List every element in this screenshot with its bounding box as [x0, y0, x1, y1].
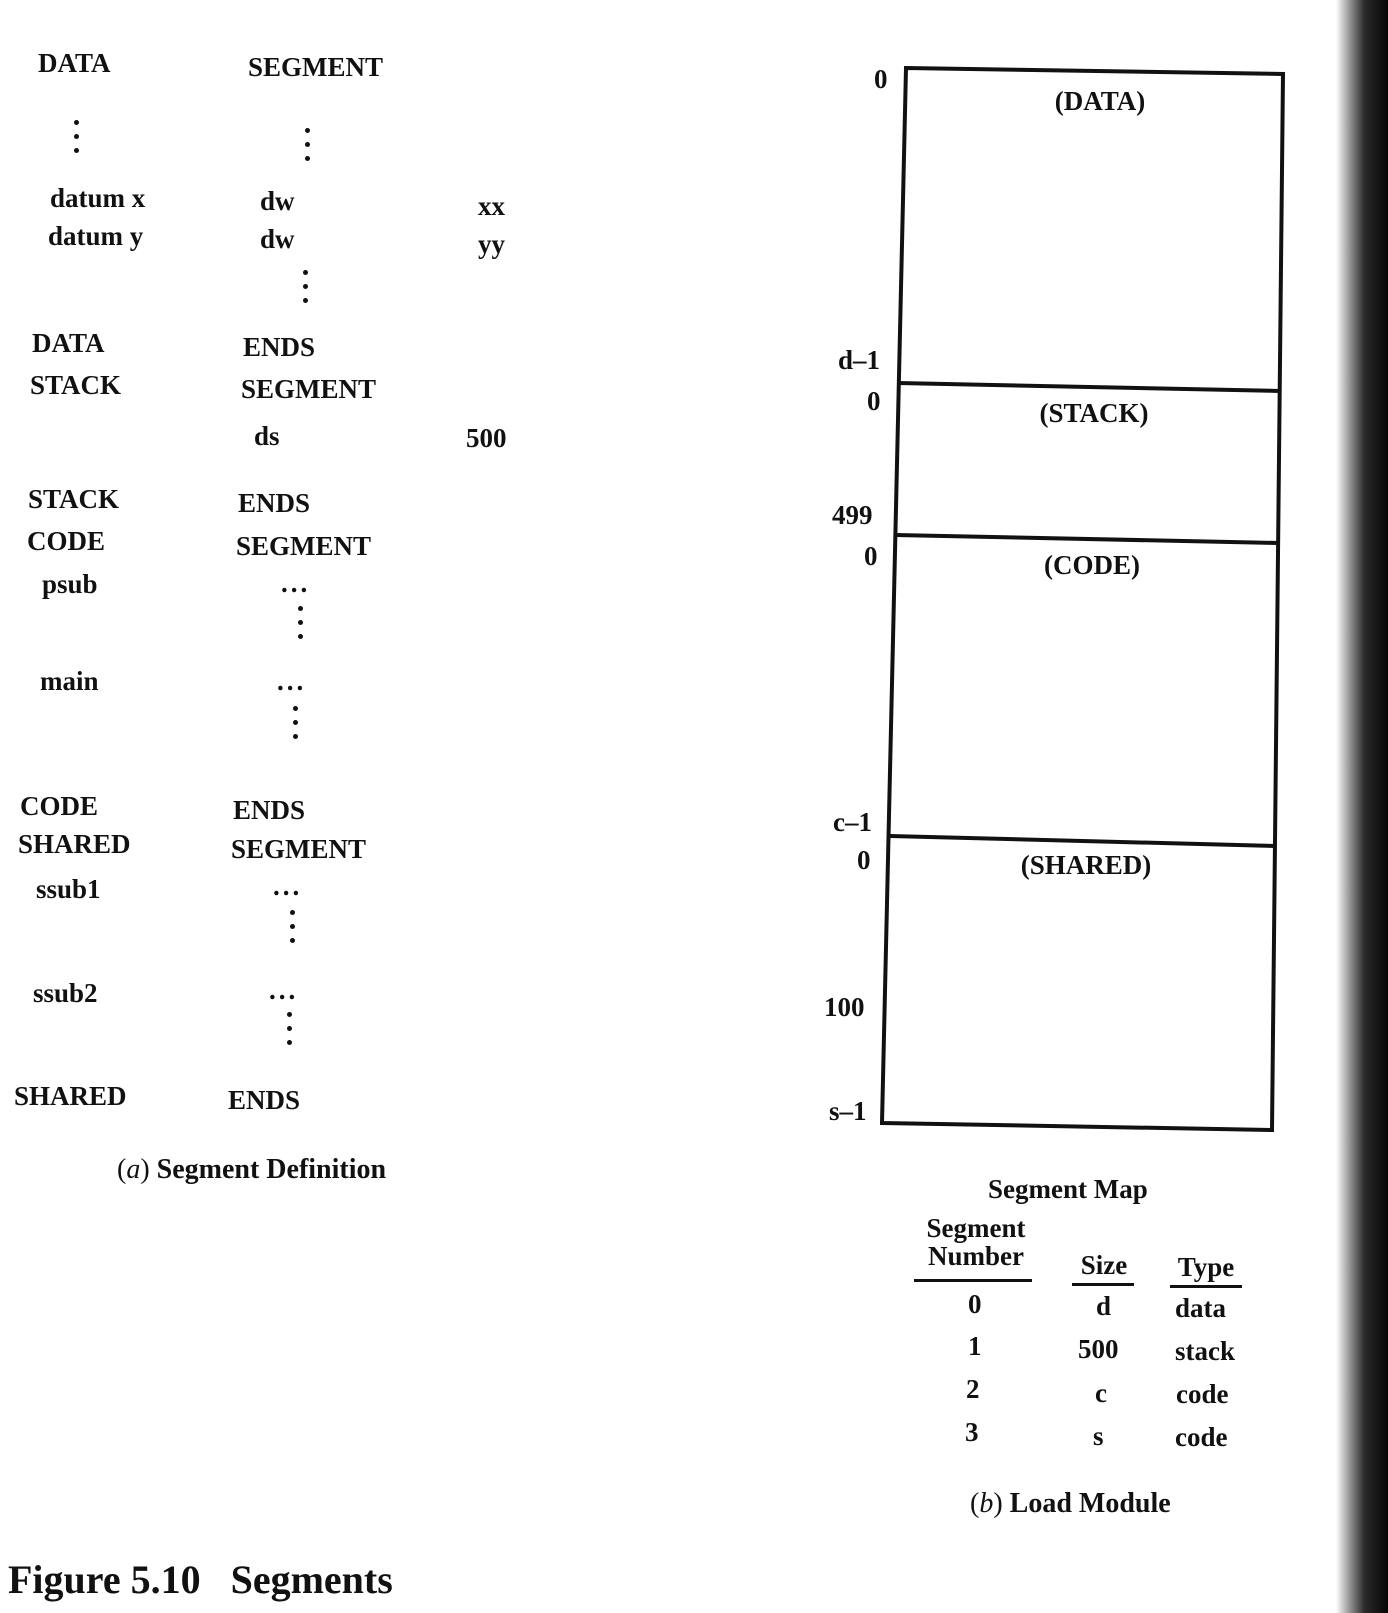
header-underline	[1072, 1283, 1134, 1286]
header-underline	[914, 1279, 1032, 1282]
def-label: psub	[42, 569, 98, 599]
divider-code-shared	[890, 836, 1276, 846]
def-directive: dw	[260, 186, 295, 216]
def-directive: ENDS	[238, 488, 311, 518]
map-cell-type: code	[1175, 1422, 1228, 1452]
vertical-ellipsis	[303, 270, 309, 312]
caption-a: (a) Segment Definition	[117, 1154, 387, 1185]
def-label: SHARED	[18, 829, 131, 859]
def-label: datum x	[50, 183, 146, 213]
figure-title: Segments	[230, 1557, 393, 1602]
def-directive: SEGMENT	[241, 374, 377, 404]
horizontal-ellipsis: ...	[273, 871, 303, 901]
def-directive: ds	[254, 421, 280, 451]
addr-label: d–1	[838, 345, 881, 375]
addr-label: s–1	[829, 1096, 867, 1126]
def-label: datum y	[48, 221, 144, 251]
header-underline	[1170, 1285, 1242, 1288]
map-cell-size: d	[1096, 1291, 1112, 1321]
addr-label: 0	[874, 64, 888, 94]
def-operand: 500	[466, 423, 507, 453]
addr-label: c–1	[833, 807, 872, 837]
map-cell-type: data	[1175, 1293, 1227, 1323]
horizontal-ellipsis: ...	[281, 568, 311, 598]
horizontal-ellipsis: ...	[269, 975, 299, 1005]
segment-name: (SHARED)	[1020, 850, 1152, 880]
segment-name: (STACK)	[1039, 398, 1149, 428]
vertical-ellipsis	[290, 910, 296, 952]
def-label: ssub1	[36, 874, 101, 904]
def-label: main	[40, 666, 99, 696]
map-cell-type: code	[1176, 1379, 1229, 1409]
def-directive: ENDS	[233, 795, 306, 825]
divider-stack-code	[895, 535, 1279, 543]
def-label: DATA	[32, 328, 105, 358]
map-cell-size: s	[1093, 1421, 1104, 1451]
horizontal-ellipsis: ...	[277, 666, 307, 696]
vertical-ellipsis	[305, 128, 311, 170]
segment-name: (CODE)	[1044, 550, 1140, 580]
scan-edge-shadow	[1336, 0, 1388, 1613]
segment-outline	[882, 68, 1283, 1130]
figure-number: Figure 5.10	[8, 1557, 201, 1602]
map-cell-number: 0	[968, 1289, 982, 1319]
def-label: ssub2	[33, 978, 98, 1008]
def-directive: ENDS	[228, 1085, 301, 1115]
map-cell-number: 1	[968, 1331, 982, 1361]
vertical-ellipsis	[74, 120, 80, 162]
addr-label: 499	[832, 500, 873, 530]
def-operand: yy	[478, 229, 505, 259]
def-label: STACK	[28, 484, 120, 514]
def-directive: dw	[260, 224, 295, 254]
addr-label: 0	[864, 541, 878, 571]
def-directive: SEGMENT	[236, 531, 372, 561]
figure-caption	[8, 1557, 413, 1602]
def-directive: SEGMENT	[248, 52, 384, 82]
vertical-ellipsis	[298, 606, 304, 648]
divider-data-stack	[898, 383, 1281, 391]
addr-label: 0	[857, 845, 871, 875]
def-label: STACK	[30, 370, 122, 400]
map-cell-number: 2	[966, 1374, 980, 1404]
vertical-ellipsis	[293, 706, 299, 748]
def-label: CODE	[20, 791, 99, 821]
def-label: CODE	[27, 526, 106, 556]
map-cell-size: c	[1095, 1378, 1107, 1408]
segment-name: (DATA)	[1054, 86, 1146, 116]
addr-label: 0	[867, 386, 881, 416]
segment-map-title: Segment Map	[988, 1174, 1148, 1204]
def-operand: xx	[478, 191, 505, 221]
map-header-size: Size	[1080, 1250, 1128, 1280]
map-cell-type: stack	[1175, 1336, 1235, 1366]
map-cell-size: 500	[1078, 1334, 1119, 1364]
map-cell-number: 3	[965, 1417, 979, 1447]
addr-label: 100	[824, 992, 865, 1022]
def-directive: ENDS	[243, 332, 316, 362]
map-header-type: Type	[1177, 1252, 1235, 1282]
def-label: DATA	[38, 48, 111, 78]
def-label: SHARED	[14, 1081, 127, 1111]
def-directive: SEGMENT	[231, 834, 367, 864]
map-header-number: Segment Number	[926, 1213, 1026, 1272]
vertical-ellipsis	[287, 1012, 293, 1054]
caption-b: (b) Load Module	[970, 1488, 1171, 1519]
